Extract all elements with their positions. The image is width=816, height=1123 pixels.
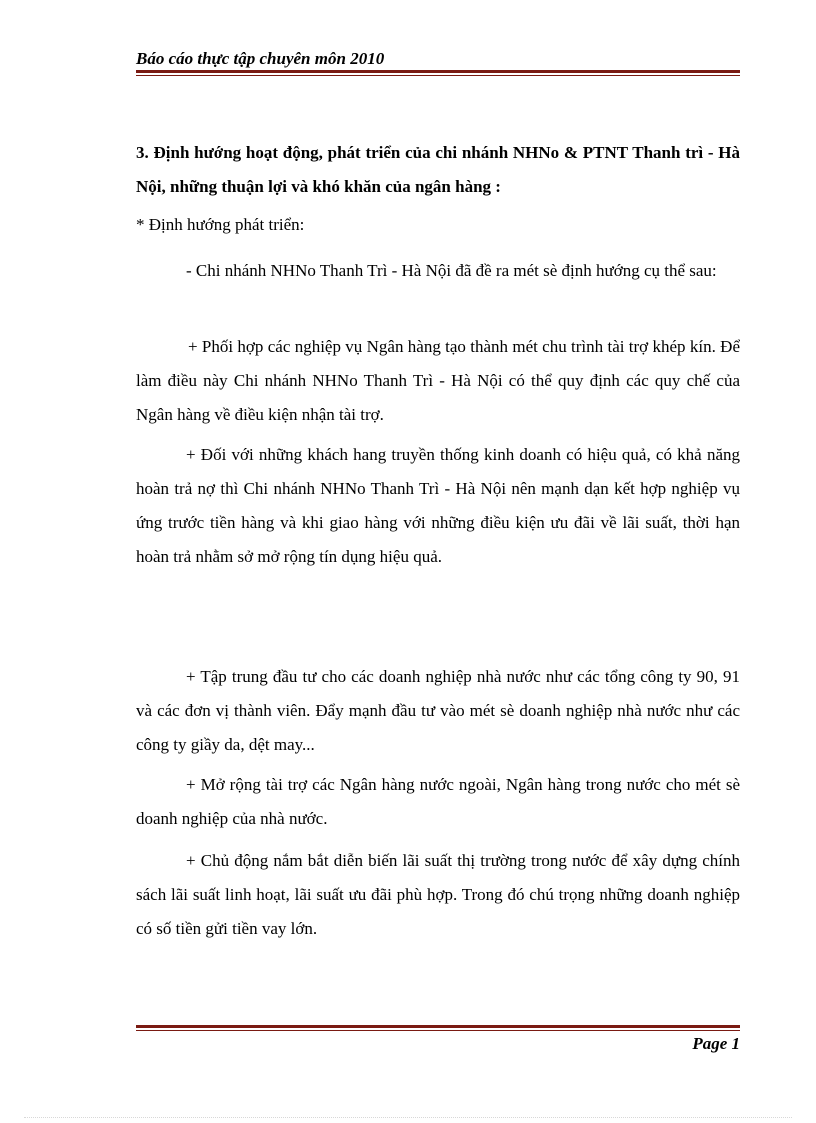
paragraph: + Phối hợp các nghiệp vụ Ngân hàng tạo thành mét chu trình tài trợ khép kín. Để làm điều này Chi nhánh NHNo Thanh Trì - Hà Nội có thể quy định các quy chế của Ngân hàng về điều kiện nhận tài trợ.	[136, 337, 740, 424]
footer-rule	[136, 1025, 740, 1031]
paragraph: - Chi nhánh NHNo Thanh Trì - Hà Nội đã đề ra mét sè định hướng cụ thể sau:	[186, 261, 717, 280]
paragraph: + Đối với những khách hang truyền thống kinh doanh có hiệu quả, có khả năng hoàn trả nợ thì Chi nhánh NHNo Thanh Trì - Hà Nội nên mạnh dạn kết hợp nghiệp vụ ứng trước tiền hàng và khi giao hàng với những điều kiện ưu đãi về lãi suất, thời hạn hoàn trả nhằm sở mở rộng tín dụng hiệu quả.	[136, 445, 740, 566]
header-rule	[136, 70, 740, 76]
paragraph: + Chủ động nắm bắt diễn biến lãi suất thị trường trong nước để xây dựng chính sách lãi suất linh hoạt, lãi suất ưu đãi phù hợp. Trong đó chú trọng những doanh nghiệp có số tiền gửi tiền vay lớn.	[136, 851, 740, 938]
header-title: Báo cáo thực tập chuyên môn 2010	[136, 49, 385, 68]
page-edge-divider	[24, 1117, 792, 1118]
paragraph: + Mở rộng tài trợ các Ngân hàng nước ngoài, Ngân hàng trong nước cho mét sè doanh nghiệp của nhà nước.	[136, 775, 740, 828]
page-number: Page 1	[692, 1034, 740, 1053]
paragraph: + Tập trung đầu tư cho các doanh nghiệp nhà nước như các tổng công ty 90, 91 và các đơn vị thành viên. Đẩy mạnh đầu tư vào mét sè doanh nghiệp nhà nước như các công ty giầy da, dệt may...	[136, 667, 740, 754]
subheading: * Định hướng phát triển:	[136, 215, 305, 234]
section-heading: 3. Định hướng hoạt động, phát triển của chi nhánh NHNo & PTNT Thanh trì - Hà Nội, những thuận lợi và khó khăn của ngân hàng :	[136, 143, 740, 196]
